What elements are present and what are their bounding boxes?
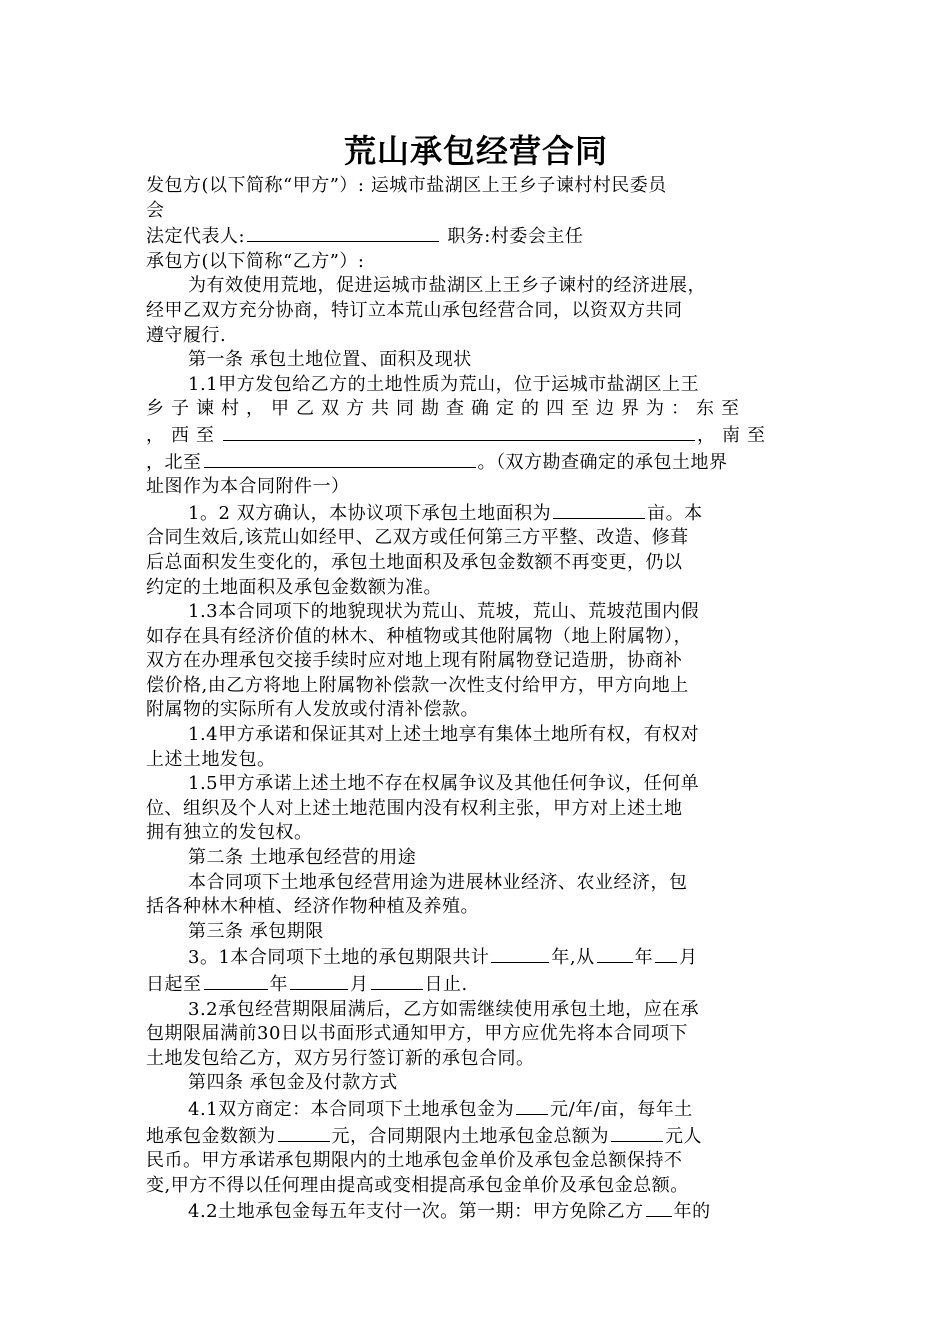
paragraph-line (146, 821, 806, 846)
text: 变,甲方不得以任何理由提高或变相提高承包金单价及承包金总额。 (146, 1174, 689, 1196)
party-b-line (146, 250, 806, 275)
text: 承包方(以下简称“乙方”）: (146, 250, 365, 272)
text: 遵守履行. (146, 324, 227, 346)
text: 元，合同期限内土地承包金总额为 (331, 1125, 609, 1147)
paragraph-line (146, 475, 806, 500)
text: 地承包金数额为 (146, 1125, 276, 1147)
blank-field (204, 449, 476, 468)
paragraph-line (146, 895, 806, 920)
text: 日起至 (146, 974, 202, 995)
section-heading (146, 1071, 806, 1096)
section-heading (146, 920, 806, 945)
text: 日止. (424, 974, 468, 995)
text: 附属物的实际所有人发放或付清补偿款。 (146, 699, 479, 721)
text: 第一条 承包土地位置、面积及现状 (188, 349, 472, 371)
blank-field (516, 1096, 548, 1115)
text: 合同生效后,该荒山如经甲、乙双方或任何第三方平整、改造、修葺 (146, 527, 689, 549)
text: 偿价格,由乙方将地上附属物补偿款一次性支付给甲方，甲方向地上 (146, 674, 689, 696)
paragraph-line (146, 772, 806, 797)
paragraph-line (146, 649, 806, 674)
text: 括各种林木种植、经济作物种植及养殖。 (146, 896, 479, 918)
blank-field (371, 971, 423, 990)
paragraph-line (146, 871, 806, 896)
text: 4.1双方商定：本合同项下土地承包金为 (188, 1098, 515, 1120)
paragraph-line (146, 449, 806, 476)
paragraph-line (146, 274, 806, 299)
blank-field (247, 223, 439, 242)
text: 年 (634, 947, 654, 969)
blank-field (223, 422, 695, 441)
text: 1.4甲方承诺和保证其对上述土地享有集体土地所有权，有权对 (188, 724, 700, 746)
text: 年,从 (551, 947, 595, 969)
paragraph-line (146, 576, 806, 601)
party-a-line-cont (146, 199, 806, 224)
text: 3.2承包经营期限届满后，乙方如需继续使用承包土地，应在承 (188, 998, 700, 1020)
text: 第四条 承包金及付款方式 (188, 1072, 398, 1094)
text: 第三条 承包期限 (188, 920, 324, 942)
text: 法定代表人: (146, 226, 246, 248)
text: 民币。甲方承诺承包期限内的土地承包金单价及承包金总额保持不 (146, 1150, 683, 1172)
blank-field (553, 500, 645, 519)
paragraph-line (146, 324, 806, 349)
text: 4.2土地承包金每五年支付一次。第一期：甲方免除乙方 (188, 1201, 644, 1223)
blank-field (290, 971, 348, 990)
paragraph-line (146, 1149, 806, 1174)
text: 元/年/亩，每年土 (550, 1098, 693, 1120)
paragraph-line (146, 698, 806, 723)
text: 经甲乙双方充分协商，特订立本荒山承包经营合同，以资双方共同 (146, 299, 683, 321)
paragraph-line (146, 723, 806, 748)
section-heading (146, 348, 806, 373)
paragraph-line (146, 748, 806, 773)
text: ，西至 (146, 424, 221, 446)
paragraph-line (146, 397, 806, 422)
section-heading (146, 846, 806, 871)
text: 包期限届满前30日以书面形式通知甲方，甲方应优先将本合同项下 (146, 1023, 688, 1045)
paragraph-line (146, 1022, 806, 1047)
text: ，南至 (697, 424, 772, 446)
text: 址图作为本合同附件一） (146, 476, 350, 498)
text: 年 (269, 974, 288, 995)
paragraph-line (146, 944, 806, 971)
paragraph-line (146, 1096, 806, 1123)
text: ，北至 (146, 451, 202, 473)
party-a-line (146, 174, 806, 199)
text: 乡子谏村，甲乙双方共同勘查确定的四至边界为：东至 (146, 398, 746, 420)
text: 土地发包给乙方，双方另行签订新的承包合同。 (146, 1047, 535, 1069)
text: 元人 (665, 1125, 702, 1147)
blank-field (278, 1123, 330, 1142)
paragraph-line (146, 422, 806, 449)
blank-field (204, 971, 268, 990)
paragraph-line (146, 299, 806, 324)
blank-field (646, 1198, 672, 1217)
blank-field (491, 944, 549, 963)
text: 第二条 土地承包经营的用途 (188, 847, 417, 869)
text: 1.5甲方承诺上述土地不存在权属争议及其他任何争议，任何单 (188, 773, 700, 795)
blank-field (597, 944, 633, 963)
text: 发包方(以下简称“甲方”）: 运城市盐湖区上王乡子谏村村民委员 (146, 175, 667, 196)
text: 月 (679, 947, 698, 969)
paragraph-line (146, 998, 806, 1023)
text: 1.3本合同项下的地貌现状为荒山、荒坡，荒山、荒坡范围内假 (188, 601, 700, 623)
text: 后总面积发生变化的，承包土地面积及承包金数额不再变更，仍以 (146, 551, 683, 573)
text: 位、组织及个人对上述土地范围内没有权利主张，甲方对上述土地 (146, 797, 683, 819)
text: 1.1甲方发包给乙方的土地性质为荒山，位于运城市盐湖区上王 (188, 373, 700, 395)
text: 月 (350, 974, 369, 995)
paragraph-line (146, 797, 806, 822)
text: 本合同项下土地承包经营用途为进展林业经济、农业经济，包 (188, 871, 688, 893)
paragraph-line (146, 674, 806, 699)
text: 双方在办理承包交接手续时应对地上现有附属物登记造册，协商补 (146, 650, 683, 672)
document-title: 荒山承包经营合同 (343, 132, 608, 170)
paragraph-line (146, 971, 806, 998)
paragraph-line (146, 373, 806, 398)
paragraph-line (146, 1174, 806, 1199)
text: 会 (146, 199, 165, 221)
legal-rep-line (146, 223, 806, 250)
paragraph-line (146, 526, 806, 551)
text: 1。2 双方确认，本协议项下承包土地面积为 (188, 502, 552, 524)
text: 年的 (673, 1201, 711, 1223)
text: 。（双方勘查确定的承包土地界 (477, 451, 728, 473)
blank-field (655, 944, 677, 963)
paragraph-line (146, 500, 806, 527)
text: 3。1本合同项下土地的承包期限共计 (188, 947, 490, 969)
paragraph-line (146, 1198, 806, 1225)
text: 亩。本 (647, 502, 703, 524)
paragraph-line (146, 1047, 806, 1072)
text: 拥有独立的发包权。 (146, 822, 313, 844)
text: 职务:村委会主任 (447, 226, 584, 248)
text: 如存在具有经济价值的林木、种植物或其他附属物（地上附属物）， (146, 625, 692, 647)
blank-field (611, 1123, 663, 1142)
text: 约定的土地面积及承包金数额为准。 (146, 576, 442, 598)
text: 上述土地发包。 (146, 748, 276, 770)
paragraph-line (146, 1123, 806, 1150)
document-page (146, 128, 806, 1225)
paragraph-line (146, 625, 806, 650)
paragraph-line (146, 600, 806, 625)
paragraph-line (146, 551, 806, 576)
text: 为有效使用荒地，促进运城市盐湖区上王乡子谏村的经济进展， (188, 275, 706, 297)
